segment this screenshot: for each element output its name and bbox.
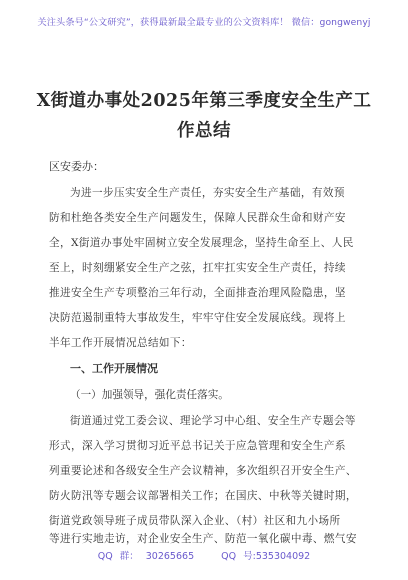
paragraph-line: 为进一步压实安全生产责任，夯实安全生产基础，有效预 [70, 187, 345, 199]
paragraph-line: 列重要论述和各级安全生产会议精神，多次组织召开安全生产、 [49, 465, 357, 477]
header-promo-note: 关注头条号“公文研究”，获得最新最全最专业的公文资料库！ 微信：gongwenyj [37, 17, 371, 28]
paragraph-line: 街道党政领导班子成员带队深入企业、（村）社区和九小场所 [49, 515, 341, 527]
title-line-1: X街道办事处2025年第三季度安全生产工 [36, 91, 372, 111]
paragraph-line: 全，X街道办事处牢固树立安全发展理念，坚持生命至上、人民 [49, 237, 354, 249]
paragraph-line: 等进行实地走访，对企业安全生产、防范一氧化碳中毒、燃气安 [49, 531, 361, 547]
salutation: 区安委办： [49, 160, 104, 173]
paragraph-line: 至上，时刻绷紧安全生产之弦，扛牢扛实安全生产责任，持续 [49, 262, 346, 274]
document-title [0, 86, 408, 146]
section-heading: 一、工作开展情况 [70, 362, 158, 375]
paragraph-line: 决防范遏制重特大事故发生，牢牢守住安全发展底线。现将上 [49, 312, 346, 324]
footer-qq-number: QQ 号:535304092 [221, 551, 311, 562]
paragraph-line: 防和杜绝各类安全生产问题发生，保障人民群众生命和财产安 [49, 212, 346, 224]
paragraph-line: 街道通过党工委会议、理论学习中心组、安全生产专题会等 [70, 415, 356, 427]
paragraph-line: 推进安全生产专项整治三年行动，全面排查治理风险隐患，坚 [49, 287, 346, 299]
title-line-2: 作总结 [177, 121, 231, 141]
footer-qq-group: QQ 群： 30265665 [97, 551, 195, 562]
subsection-heading: （一）加强领导，强化责任落实。 [70, 389, 229, 401]
footer-contact-note [0, 548, 408, 562]
paragraph-line: 形式，深入学习贯彻习近平总书记关于应急管理和安全生产系 [49, 440, 346, 452]
paragraph-line: 防火防汛等专题会议部署相关工作；在国庆、中秋等关键时期， [49, 490, 357, 502]
paragraph-line: 半年工作开展情况总结如下： [49, 337, 192, 349]
